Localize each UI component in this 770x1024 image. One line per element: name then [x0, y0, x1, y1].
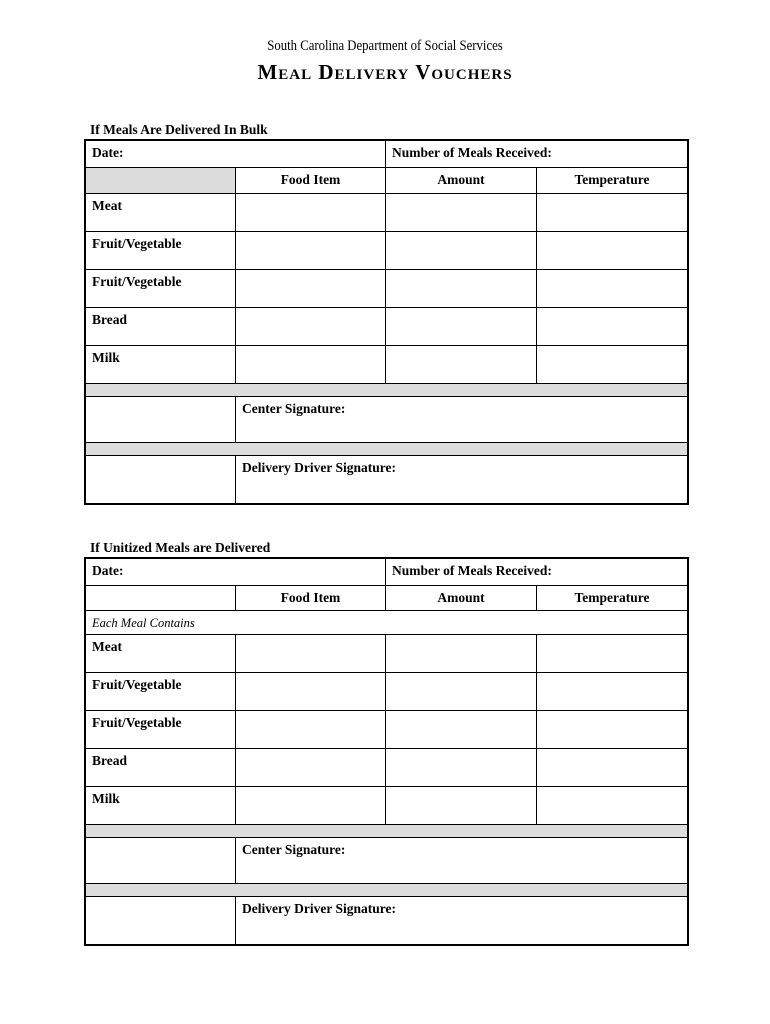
row-label: Fruit/Vegetable: [86, 711, 236, 748]
row-label: Fruit/Vegetable: [86, 232, 236, 269]
food-item-cell[interactable]: [236, 270, 386, 307]
page-title: Meal Delivery Vouchers: [257, 60, 513, 84]
temperature-cell[interactable]: [537, 232, 687, 269]
temperature-cell[interactable]: [537, 749, 687, 786]
gray-divider: [86, 884, 687, 897]
bulk-date-label: Date:: [92, 145, 124, 160]
bulk-driver-signature-row: [86, 456, 687, 503]
unitized-date-label: Date:: [92, 563, 124, 578]
bulk-date-row: [86, 141, 687, 168]
bulk-header-temperature: Temperature: [574, 172, 650, 187]
unitized-header-blank: [86, 586, 236, 610]
food-item-cell[interactable]: [236, 673, 386, 710]
table-row: [86, 232, 687, 270]
unitized-date-row: [86, 559, 687, 586]
amount-cell[interactable]: [386, 194, 537, 231]
unitized-header-food-item: Food Item: [236, 586, 386, 610]
unitized-center-signature-row: [86, 838, 687, 884]
unitized-driver-signature-field[interactable]: [236, 897, 687, 944]
unitized-meals-received-label: Number of Meals Received:: [392, 563, 552, 578]
each-meal-contains-note: Each Meal Contains: [92, 616, 195, 630]
center-signature-label: Center Signature:: [242, 842, 346, 857]
signature-blank: [86, 838, 236, 883]
temperature-cell[interactable]: [537, 635, 687, 672]
bulk-voucher-table: [84, 139, 689, 505]
bulk-meals-received-field[interactable]: [386, 141, 687, 167]
unitized-section-heading: If Unitized Meals are Delivered: [90, 540, 271, 555]
gray-divider: [86, 825, 687, 838]
unitized-voucher-table: [84, 557, 689, 946]
table-row: [86, 787, 687, 825]
row-label: Fruit/Vegetable: [86, 270, 236, 307]
row-label: Bread: [86, 308, 236, 345]
bulk-header-food-item: Food Item: [236, 168, 386, 193]
table-row: [86, 270, 687, 308]
bulk-column-header-row: [86, 168, 687, 194]
driver-signature-label: Delivery Driver Signature:: [242, 460, 396, 475]
table-row: [86, 194, 687, 232]
food-item-cell[interactable]: [236, 711, 386, 748]
unitized-center-signature-field[interactable]: [236, 838, 687, 883]
amount-cell[interactable]: [386, 308, 537, 345]
amount-cell[interactable]: [386, 232, 537, 269]
row-label: Bread: [86, 749, 236, 786]
bulk-driver-signature-field[interactable]: [236, 456, 687, 503]
agency-name: South Carolina Department of Social Services: [267, 38, 503, 54]
bulk-header-blank: [86, 168, 236, 193]
signature-blank: [86, 897, 236, 944]
temperature-cell[interactable]: [537, 673, 687, 710]
bulk-center-signature-row: [86, 397, 687, 443]
gray-divider: [86, 384, 687, 397]
amount-cell[interactable]: [386, 270, 537, 307]
temperature-cell[interactable]: [537, 194, 687, 231]
row-label: Meat: [86, 194, 236, 231]
row-label: Milk: [86, 787, 236, 824]
food-item-cell[interactable]: [236, 346, 386, 383]
table-row: [86, 635, 687, 673]
each-meal-contains-row: [86, 611, 687, 635]
table-row: [86, 749, 687, 787]
food-item-cell[interactable]: [236, 194, 386, 231]
amount-cell[interactable]: [386, 346, 537, 383]
bulk-header-amount: Amount: [386, 168, 537, 193]
temperature-cell[interactable]: [537, 346, 687, 383]
temperature-cell[interactable]: [537, 711, 687, 748]
bulk-center-signature-field[interactable]: [236, 397, 687, 442]
bulk-date-field[interactable]: [86, 141, 386, 167]
row-label: Fruit/Vegetable: [86, 673, 236, 710]
unitized-meals-received-field[interactable]: [386, 559, 687, 585]
bulk-meals-received-label: Number of Meals Received:: [392, 145, 552, 160]
unitized-header-amount: Amount: [386, 586, 537, 610]
food-item-cell[interactable]: [236, 787, 386, 824]
unitized-driver-signature-row: [86, 897, 687, 944]
temperature-cell[interactable]: [537, 270, 687, 307]
amount-cell[interactable]: [386, 787, 537, 824]
unitized-column-header-row: [86, 586, 687, 611]
driver-signature-label: Delivery Driver Signature:: [242, 901, 396, 916]
food-item-cell[interactable]: [236, 308, 386, 345]
table-row: [86, 308, 687, 346]
gray-divider: [86, 443, 687, 456]
unitized-header-temperature: Temperature: [574, 590, 650, 605]
unitized-date-field[interactable]: [86, 559, 386, 585]
temperature-cell[interactable]: [537, 787, 687, 824]
table-row: [86, 673, 687, 711]
amount-cell[interactable]: [386, 635, 537, 672]
center-signature-label: Center Signature:: [242, 401, 346, 416]
food-item-cell[interactable]: [236, 635, 386, 672]
table-row: [86, 711, 687, 749]
amount-cell[interactable]: [386, 673, 537, 710]
signature-blank: [86, 456, 236, 503]
food-item-cell[interactable]: [236, 232, 386, 269]
row-label: Meat: [86, 635, 236, 672]
bulk-section-heading: If Meals Are Delivered In Bulk: [90, 122, 268, 137]
amount-cell[interactable]: [386, 711, 537, 748]
signature-blank: [86, 397, 236, 442]
table-row: [86, 346, 687, 384]
row-label: Milk: [86, 346, 236, 383]
food-item-cell[interactable]: [236, 749, 386, 786]
amount-cell[interactable]: [386, 749, 537, 786]
temperature-cell[interactable]: [537, 308, 687, 345]
